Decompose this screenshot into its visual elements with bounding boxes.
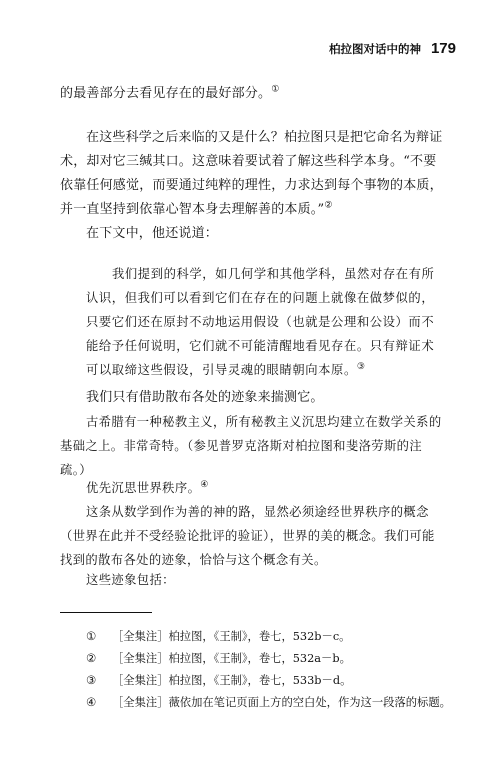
- paragraph-text: 古希腊有一种秘教主义，所有秘教主义沉思均建立在数学关系的基础之上。非常奇特。（参见普罗克洛斯对柏拉图和斐洛劳斯的注疏。）: [60, 415, 442, 477]
- paragraph-text: 的最善部分去看见存在的最好部分。: [60, 86, 272, 101]
- footnote-mark: ④: [86, 696, 97, 709]
- running-header: [329, 40, 456, 57]
- paragraph-dialectic: [60, 126, 446, 222]
- paragraph-signs-include: [60, 568, 446, 592]
- footnote-4: [86, 692, 466, 714]
- quote-text: 我们提到的科学，如几何学和其他学科，虽然对存在有所认识，但我们可以看到它们在存在的问题上就像在做梦似的，只要它们还在原封不动地运用假设（也就是公理和公设）而不能给予任何说明，它们就不可能清醒地看见存在。只有辩证术可以取缔这些假设，引导灵魂的眼睛朝向本原。: [86, 267, 435, 377]
- paragraph-text: 在下文中，他还说道：: [86, 226, 219, 241]
- paragraph-text: 这条从数学到作为善的神的路，显然必须途经世界秩序的概念（世界在此并不受经验论批评的验证），世界的美的概念。我们可能找到的散布各处的迹象，恰恰与这个概念有关。: [60, 505, 435, 567]
- footnote-text: ［全集注］柏拉图，《王制》，卷七，532b－c。: [112, 630, 351, 643]
- page-number: 179: [430, 40, 456, 57]
- footnote-ref: ④: [200, 479, 209, 490]
- footnote-mark: ②: [86, 652, 97, 665]
- running-title: 柏拉图对话中的神: [328, 42, 421, 56]
- paragraph-text: 我们只有借助散布各处的迹象来揣测它。: [86, 390, 324, 405]
- footnote-1: [86, 626, 466, 648]
- footnote-ref: ①: [271, 84, 280, 95]
- footnote-ref: ②: [324, 200, 333, 211]
- footnote-mark: ③: [86, 674, 97, 687]
- paragraph-world-order: [60, 476, 446, 500]
- footnote-mark: ①: [86, 630, 97, 643]
- paragraph-mysticism: [60, 410, 446, 482]
- footnote-text: ［全集注］柏拉图，《王制》，卷七，533b－d。: [112, 674, 352, 687]
- paragraph-text: 在这些科学之后来临的又是什么？柏拉图只是把它命名为辩证术，却对它三缄其口。这意味着要试着了解这些科学本身。“不要依靠任何感觉，而要通过纯粹的理性，力求达到每个事物的本质，并一直坚持到依靠心智本身去理解善的本质。”: [60, 130, 443, 217]
- footnote-text: ［全集注］薇依加在笔记页面上方的空白处，作为这一段落的标题。: [112, 696, 451, 709]
- footnote-2: [86, 648, 466, 670]
- block-quote: [86, 262, 442, 382]
- paragraph-path: [60, 500, 446, 572]
- footnote-divider: [60, 612, 152, 613]
- paragraph-intro-quote: [60, 222, 446, 246]
- paragraph-text: 优先沉思世界秩序。: [86, 481, 201, 495]
- footnote-text: ［全集注］柏拉图，《王制》，卷七，532a－b。: [112, 652, 351, 665]
- footnote-3: [86, 670, 466, 692]
- paragraph-signs: [60, 386, 446, 410]
- paragraph-text: 这些迹象包括：: [86, 573, 175, 587]
- paragraph-continued: [60, 82, 446, 106]
- footnote-ref: ③: [356, 361, 366, 372]
